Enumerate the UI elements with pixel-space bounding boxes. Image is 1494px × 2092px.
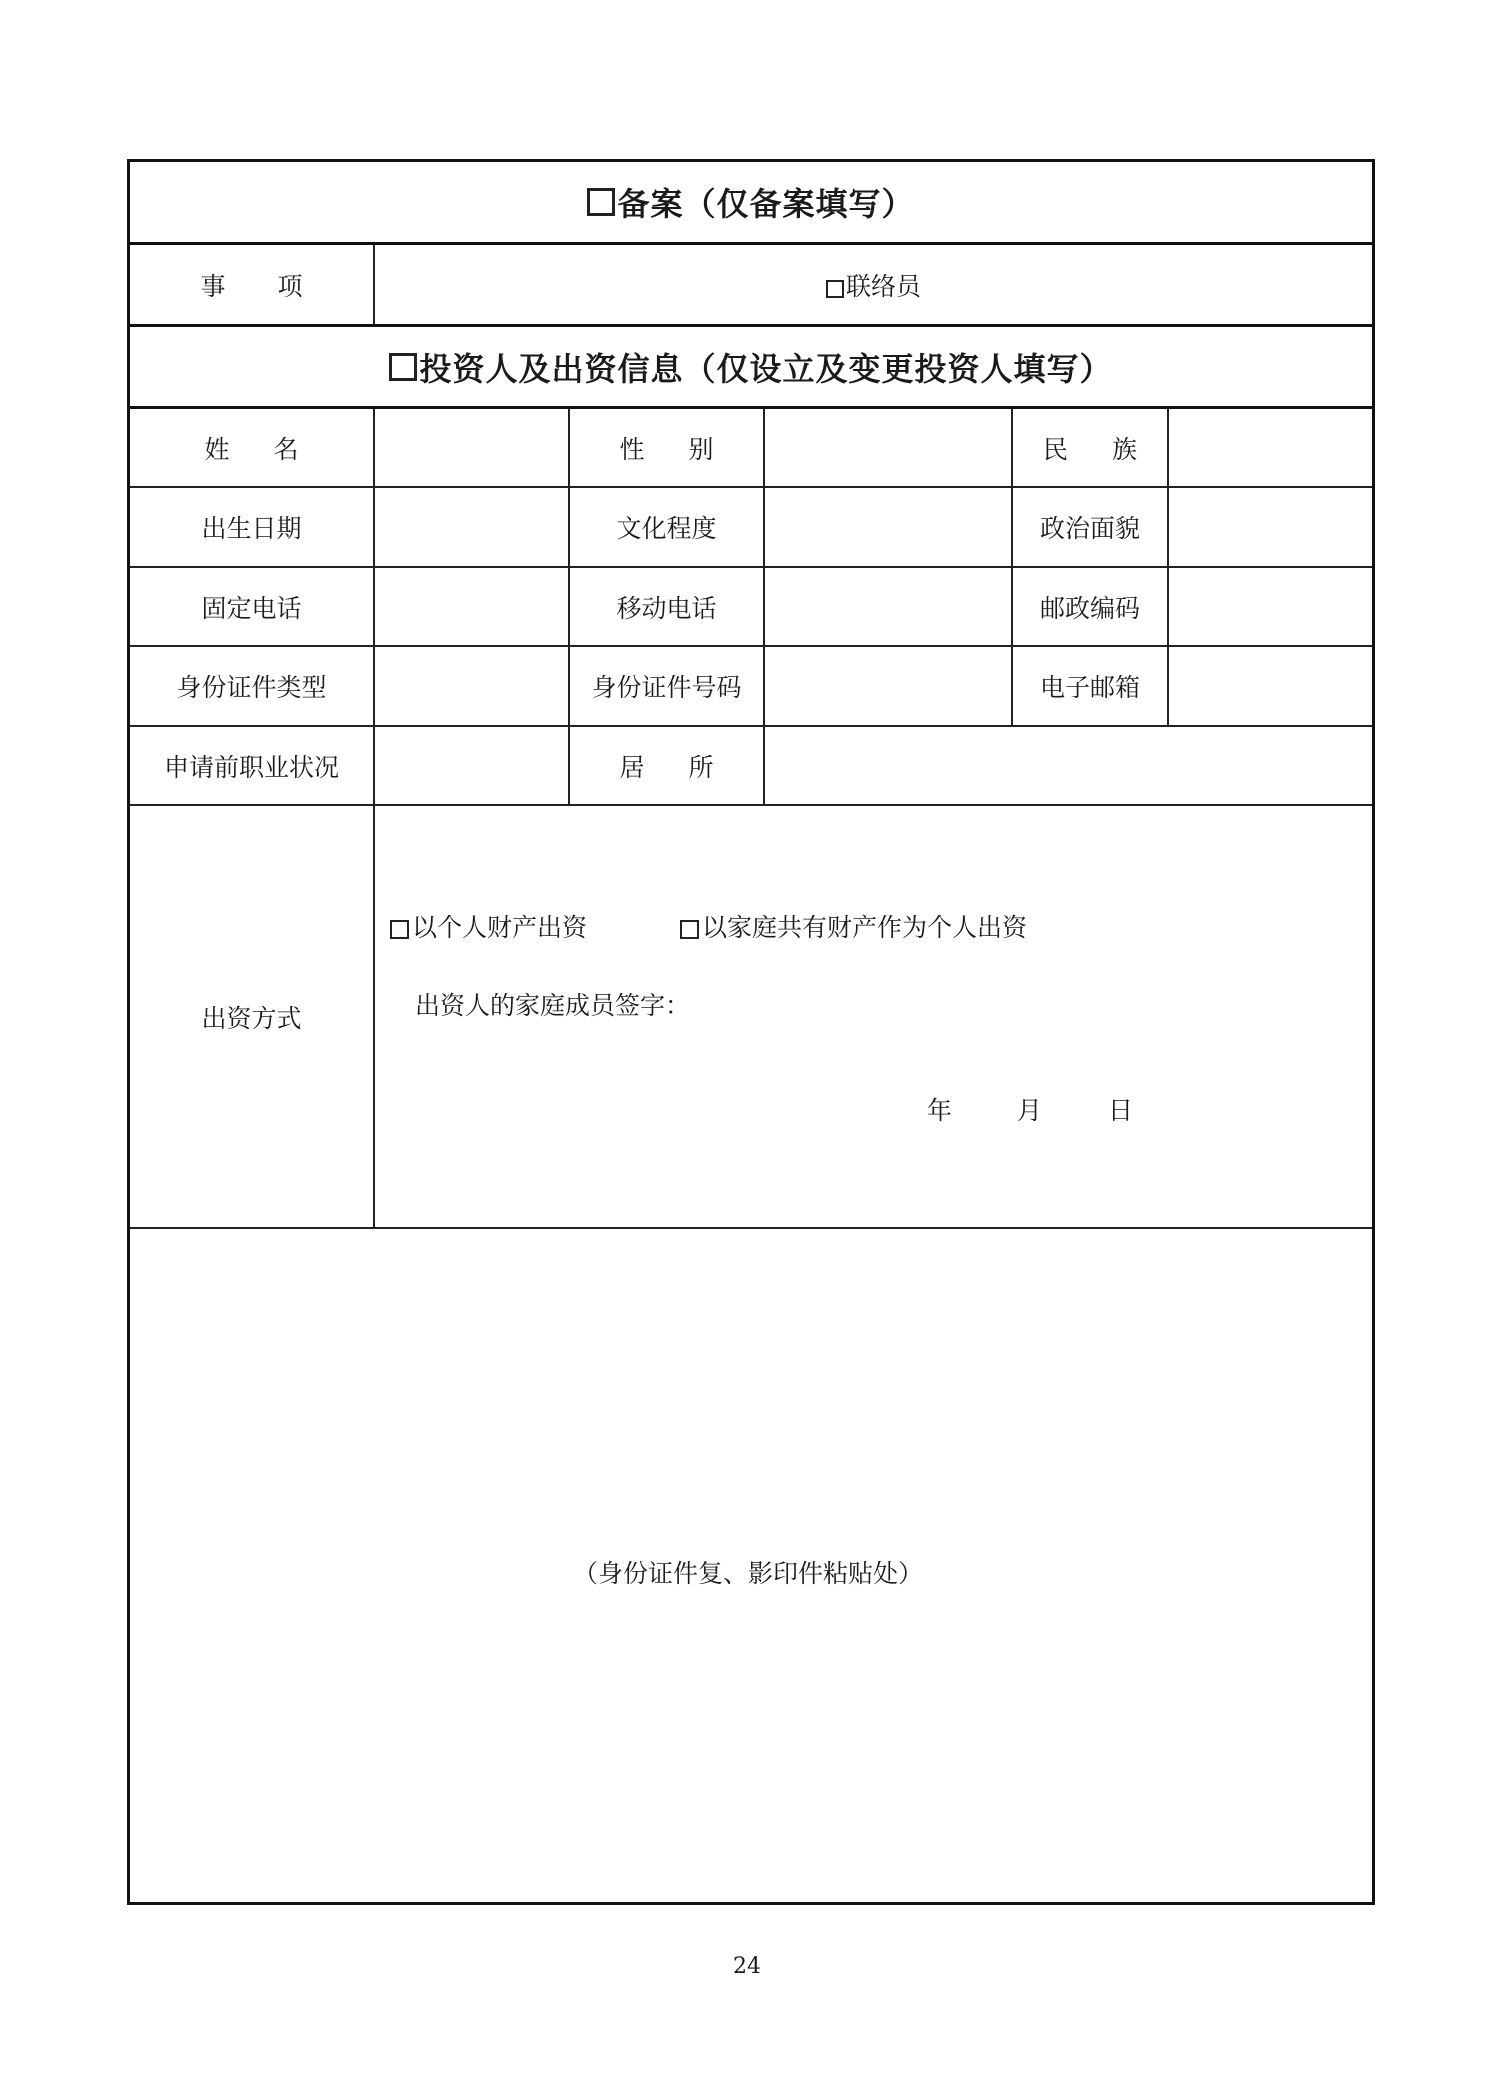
name-row <box>130 409 1372 488</box>
family-property-option[interactable] <box>680 908 1027 944</box>
gender-value-cell[interactable] <box>765 409 1013 486</box>
investor-title: 投资人及出资信息（仅设立及变更投资人填写） <box>419 349 1113 388</box>
ethnicity-value-cell[interactable] <box>1169 409 1372 486</box>
id-number-label: 身份证件号码 <box>591 673 742 702</box>
filing-checkbox[interactable] <box>587 188 615 216</box>
ethnicity-label-cell <box>1013 409 1181 486</box>
personal-property-checkbox[interactable] <box>390 920 409 939</box>
id-number-value-cell[interactable] <box>765 647 1013 725</box>
id-number-label-cell <box>570 647 765 725</box>
name-value-cell[interactable] <box>375 409 570 486</box>
date-day-label: 日 <box>1108 1096 1134 1125</box>
landline-label: 固定电话 <box>201 593 302 623</box>
id-row <box>130 647 1372 727</box>
email-label-cell <box>1013 647 1169 725</box>
education-label: 文化程度 <box>616 514 717 543</box>
personal-property-option[interactable] <box>390 908 587 944</box>
filing-title-row <box>130 162 1372 245</box>
political-status-label-cell <box>1013 488 1169 566</box>
filing-item-row <box>130 245 1372 327</box>
id-type-label-cell <box>130 647 375 725</box>
landline-value-cell[interactable] <box>375 568 570 645</box>
email-value-cell[interactable] <box>1169 647 1372 725</box>
investor-checkbox[interactable] <box>389 353 417 381</box>
occupation-label: 申请前职业状况 <box>163 752 339 782</box>
filing-title: 备案（仅备案填写） <box>617 185 915 223</box>
birth-label-cell <box>130 488 375 566</box>
phone-row <box>130 568 1372 647</box>
item-label: 事项 <box>200 271 355 301</box>
postal-code-label-cell <box>1013 568 1169 645</box>
mobile-value-cell[interactable] <box>765 568 1013 645</box>
postal-code-label: 邮政编码 <box>1039 593 1140 623</box>
gender-label-cell <box>570 409 765 486</box>
political-status-label: 政治面貌 <box>1039 514 1140 543</box>
filing-title-cell <box>130 162 1372 242</box>
id-copy-text: （身份证件复、影印件粘贴处） <box>573 1559 924 1588</box>
family-signature-label: 出资人的家庭成员签字： <box>415 991 691 1020</box>
political-status-value-cell[interactable] <box>1169 488 1372 566</box>
investor-form-table <box>127 159 1375 1905</box>
family-property-checkbox[interactable] <box>680 920 699 939</box>
residence-label-cell <box>570 727 765 804</box>
email-label: 电子邮箱 <box>1039 673 1140 702</box>
investor-title-cell <box>130 327 1372 406</box>
residence-label: 居所 <box>619 752 758 782</box>
name-label: 姓名 <box>204 434 343 464</box>
residence-value-cell[interactable] <box>765 727 1372 804</box>
contribution-label: 出资方式 <box>201 1003 302 1033</box>
occupation-label-cell <box>130 727 375 804</box>
liaison-label: 联络员 <box>845 271 921 301</box>
ethnicity-label: 民族 <box>1042 434 1181 464</box>
id-type-label: 身份证件类型 <box>176 673 327 702</box>
birth-row <box>130 488 1372 568</box>
liaison-checkbox[interactable] <box>826 280 844 298</box>
item-option-cell <box>375 245 1372 324</box>
contribution-content-cell <box>375 806 1372 1227</box>
birth-date-value-cell[interactable] <box>375 488 570 566</box>
postal-code-value-cell[interactable] <box>1169 568 1372 645</box>
item-label-cell <box>130 245 375 324</box>
landline-label-cell <box>130 568 375 645</box>
personal-property-label: 以个人财产出资 <box>412 913 588 942</box>
liaison-option[interactable] <box>826 267 921 303</box>
occupation-row <box>130 727 1372 806</box>
gender-label: 性别 <box>619 434 758 464</box>
date-month-label: 月 <box>1017 1096 1043 1125</box>
education-label-cell <box>570 488 765 566</box>
name-label-cell <box>130 409 375 486</box>
investor-title-row <box>130 327 1372 409</box>
id-type-value-cell[interactable] <box>375 647 570 725</box>
occupation-value-cell[interactable] <box>375 727 570 804</box>
page-number: 24 <box>733 1954 761 1979</box>
birth-date-label: 出生日期 <box>201 514 302 543</box>
family-property-label: 以家庭共有财产作为个人出资 <box>702 913 1028 942</box>
contribution-row <box>130 806 1372 1229</box>
mobile-label: 移动电话 <box>616 593 717 623</box>
id-copy-area <box>130 1229 1372 1902</box>
education-value-cell[interactable] <box>765 488 1013 566</box>
mobile-label-cell <box>570 568 765 645</box>
contribution-label-cell <box>130 806 375 1227</box>
date-year-label: 年 <box>927 1096 953 1125</box>
